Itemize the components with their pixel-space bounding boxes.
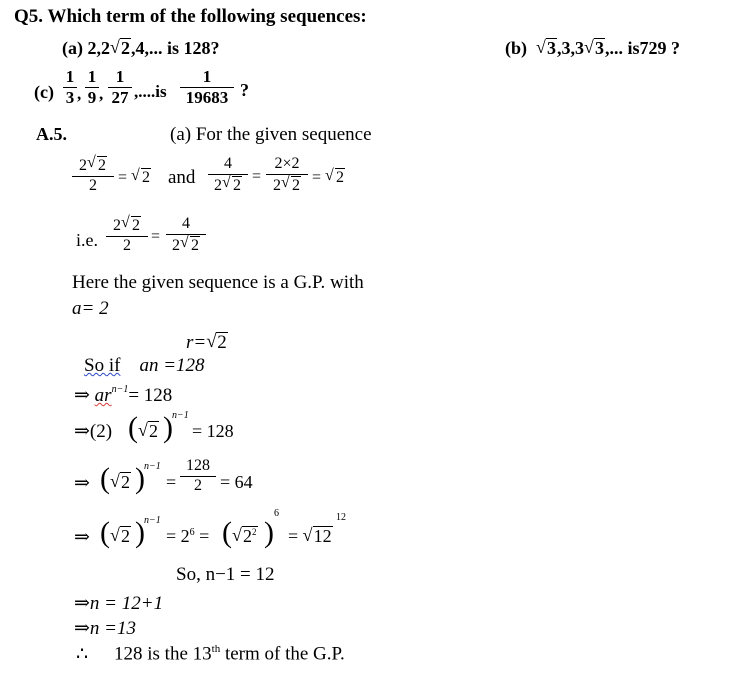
sqrt-2-symbol: √ 2 — [110, 37, 130, 58]
answer-label: A.5. — [36, 124, 67, 144]
fraction-2x2-over-2root2: 2×2 2 √ 2 — [266, 156, 308, 195]
question-part-b: (b) √ 3,3,3 √ 3,... is729 ? — [505, 37, 681, 58]
n-eq-line-2: ⇒n =13 — [74, 618, 136, 639]
r-equals: r= √ 2 — [186, 331, 227, 353]
question-part-a: (a) 2,2 √ 2,4,... is 128? — [62, 37, 220, 58]
n-eq-line-1: ⇒n = 12+1 — [74, 593, 164, 614]
fraction-1-9: 1 9 — [85, 68, 99, 107]
conclusion: 128 is the 13th term of the G.P. — [114, 643, 345, 665]
question-text: Which term of the following sequences: — [47, 6, 367, 27]
question-part-c-label: (c) — [34, 82, 54, 102]
fraction-128-over-2: 128 2 — [180, 458, 216, 495]
ie-label: i.e. — [76, 230, 98, 250]
step2: ⇒(2) — [74, 421, 113, 442]
gp-statement: Here the given sequence is a G.P. with — [72, 272, 364, 293]
so-line: So, n−1 = 12 — [176, 564, 275, 585]
fraction-4-over-2root2: 4 2 √ 2 — [208, 156, 248, 195]
question-heading — [14, 6, 367, 28]
a-equals: a= 2 — [72, 298, 109, 319]
step1: ⇒ $ar^{n-1}= 128$ — [74, 384, 173, 406]
fraction-2root2-over-2: 2 √ 2 2 — [72, 156, 114, 195]
question-label: Q5. — [14, 6, 44, 27]
answer-intro: (a) For the given sequence — [170, 124, 372, 145]
fraction-1-3: 1 3 — [63, 68, 77, 107]
therefore-symbol: ∴ — [76, 644, 89, 665]
and-word: and — [168, 167, 196, 188]
so-if-line: So if an =128 — [84, 355, 205, 376]
fraction-1-27: 1 27 — [108, 68, 132, 107]
fraction-1-19683: 1 19683 — [180, 68, 234, 107]
